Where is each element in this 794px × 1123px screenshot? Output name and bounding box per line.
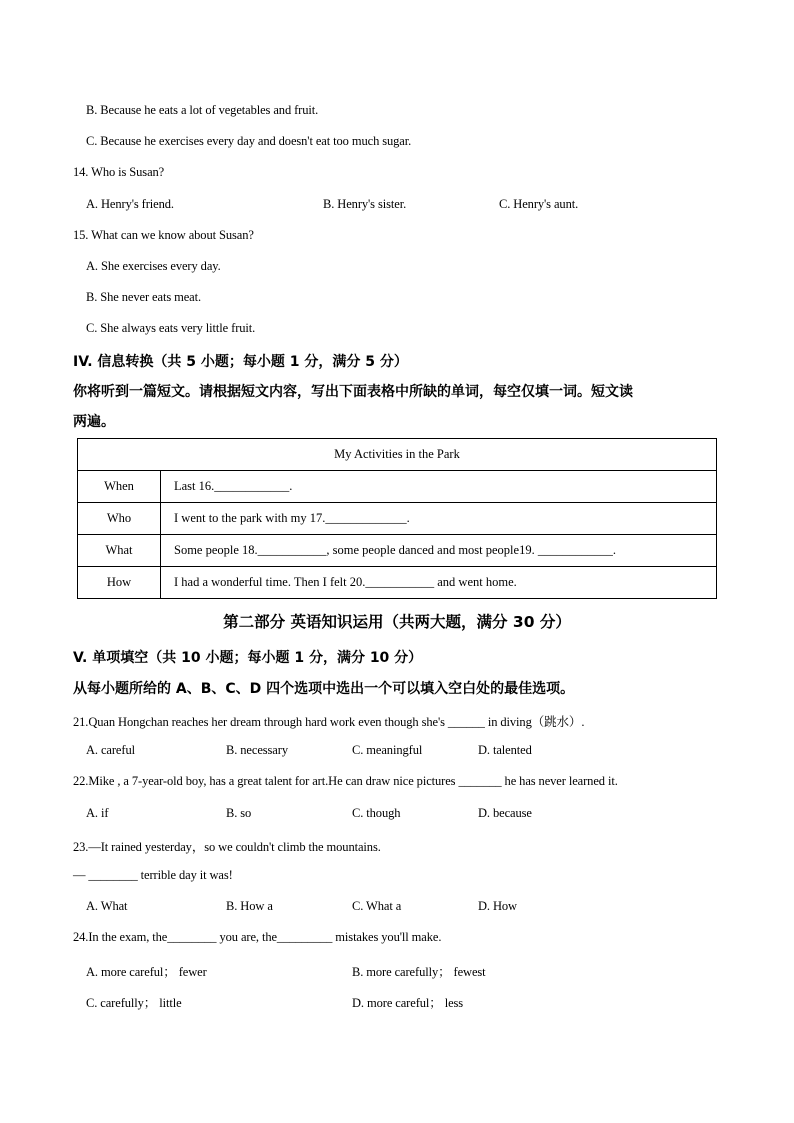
table-row xyxy=(78,503,717,535)
activities-table xyxy=(77,438,717,599)
q22-option-b: B. so xyxy=(226,806,252,820)
q22-stem: 22.Mike , a 7-year-old boy, has a great talent for art.He can draw nice pictures _______ he has never learned it. xyxy=(73,774,618,788)
q21-option-d: D. talented xyxy=(478,743,532,757)
q15-stem: 15. What can we know about Susan? xyxy=(73,228,254,242)
row-label-what: What xyxy=(78,535,161,567)
q14-stem: 14. Who is Susan? xyxy=(73,165,165,179)
q14-option-c: C. Henry's aunt. xyxy=(499,197,579,211)
q15-option-b: B. She never eats meat. xyxy=(86,290,202,304)
q24-option-d: D. more careful； less xyxy=(352,996,464,1010)
q23-option-b: B. How a xyxy=(226,899,273,913)
table-row xyxy=(78,567,717,599)
section4-instruction-line2: 两遍。 xyxy=(73,414,115,430)
q23-option-c: C. What a xyxy=(352,899,402,913)
q24-stem: 24.In the exam, the________ you are, the_________ mistakes you'll make. xyxy=(73,930,442,944)
q22-option-a: A. if xyxy=(86,806,109,820)
q15-option-c: C. She always eats very little fruit. xyxy=(86,321,256,335)
q15-option-a: A. She exercises every day. xyxy=(86,259,221,273)
section5-instruction: 从每小题所给的 A、B、C、D 四个选项中选出一个可以填入空白处的最佳选项。 xyxy=(73,681,575,697)
row-value-what: Some people 18.___________, some people danced and most people19. ____________. xyxy=(161,535,717,567)
q14-option-a: A. Henry's friend. xyxy=(86,197,174,211)
q14-option-b: B. Henry's sister. xyxy=(323,197,407,211)
row-value-when: Last 16.____________. xyxy=(161,471,717,503)
q22-option-c: C. though xyxy=(352,806,401,820)
section4-heading: IV. 信息转换（共 5 小题；每小题 1 分，满分 5 分） xyxy=(73,354,408,370)
q13-option-c: C. Because he exercises every day and doesn't eat too much sugar. xyxy=(86,134,412,148)
q21-option-b: B. necessary xyxy=(226,743,288,757)
part2-title: 第二部分 英语知识运用（共两大题，满分 30 分） xyxy=(223,613,571,631)
q23-option-a: A. What xyxy=(86,899,128,913)
q23-stem: 23.—It rained yesterday，so we couldn't climb the mountains. xyxy=(73,840,381,854)
table-title: My Activities in the Park xyxy=(78,439,717,471)
row-label-who: Who xyxy=(78,503,161,535)
section4-instruction-line1: 你将听到一篇短文。请根据短文内容，写出下面表格中所缺的单词，每空仅填一词。短文读 xyxy=(73,384,633,400)
row-label-when: When xyxy=(78,471,161,503)
q24-option-c: C. carefully； little xyxy=(86,996,182,1010)
row-label-how: How xyxy=(78,567,161,599)
q21-option-c: C. meaningful xyxy=(352,743,423,757)
q24-option-b: B. more carefully； fewest xyxy=(352,965,486,979)
q23-option-d: D. How xyxy=(478,899,517,913)
section5-heading: V. 单项填空（共 10 小题；每小题 1 分，满分 10 分） xyxy=(73,650,423,666)
q23-stem-line2: — ________ terrible day it was! xyxy=(73,868,233,882)
q13-option-b: B. Because he eats a lot of vegetables and fruit. xyxy=(86,103,319,117)
row-value-who: I went to the park with my 17._____________. xyxy=(161,503,717,535)
q21-stem: 21.Quan Hongchan reaches her dream through hard work even though she's ______ in diving（跳水）. xyxy=(73,715,585,729)
row-value-how: I had a wonderful time. Then I felt 20.___________ and went home. xyxy=(161,567,717,599)
table-row xyxy=(78,471,717,503)
q21-option-a: A. careful xyxy=(86,743,135,757)
q24-option-a: A. more careful； fewer xyxy=(86,965,207,979)
q22-option-d: D. because xyxy=(478,806,532,820)
table-row xyxy=(78,535,717,567)
table-title-row xyxy=(78,439,717,471)
